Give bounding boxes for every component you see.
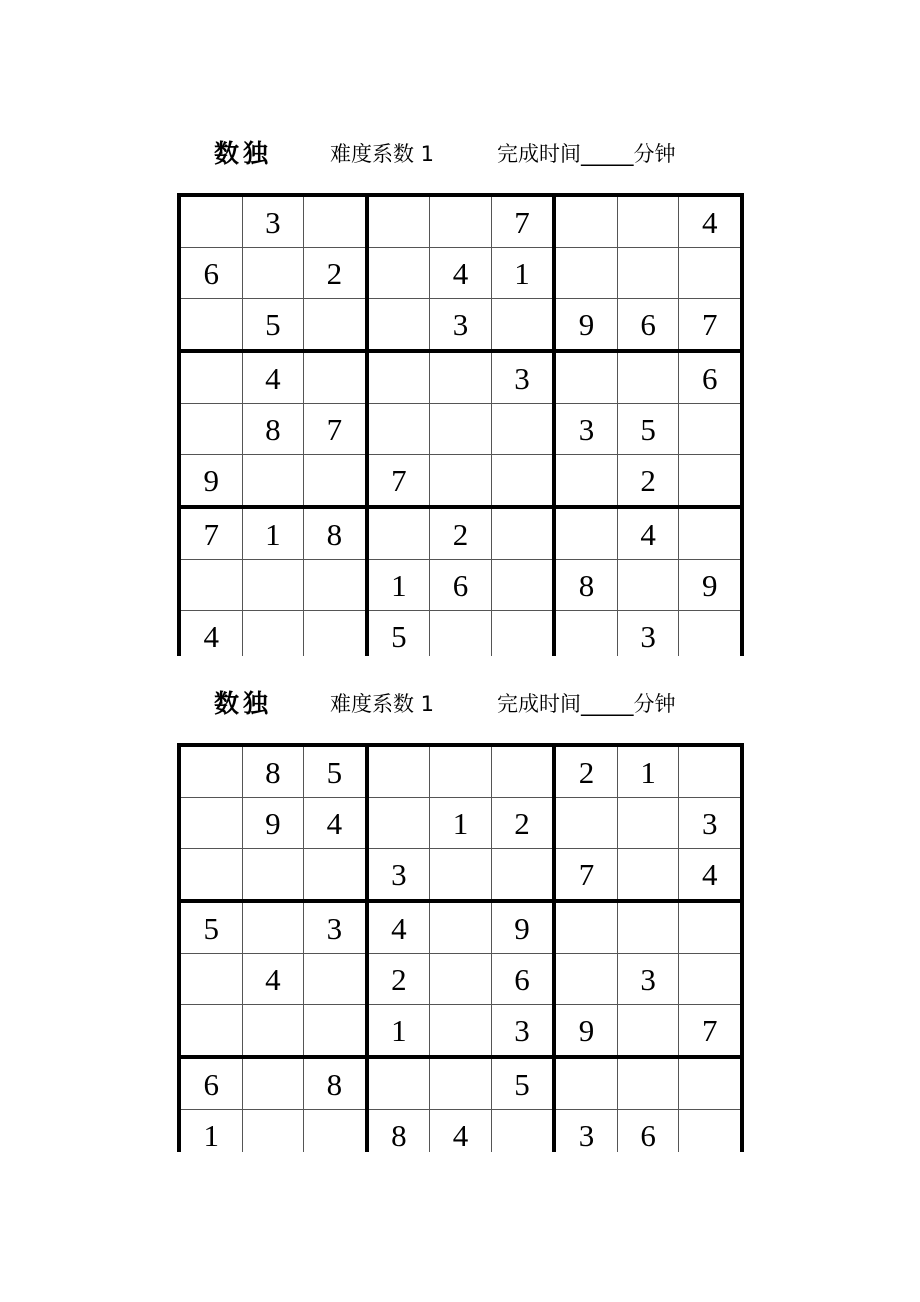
sudoku-cell: 4 (367, 901, 430, 954)
sudoku-cell (491, 611, 554, 657)
sudoku-cell: 4 (179, 611, 242, 657)
sudoku-cell (242, 1110, 304, 1153)
sudoku-cell (304, 954, 367, 1005)
sudoku-cell: 4 (430, 1110, 492, 1153)
sudoku-cell: 8 (242, 404, 304, 455)
difficulty-label: 难度系数 1 (330, 692, 435, 716)
sudoku-cell: 1 (491, 248, 554, 299)
sudoku-cell (179, 798, 242, 849)
sudoku-cell (554, 455, 617, 508)
sudoku-cell (430, 404, 492, 455)
sudoku-cell (679, 745, 742, 798)
sudoku-cell: 1 (367, 560, 430, 611)
sudoku-cell: 8 (304, 1057, 367, 1110)
sudoku-cell (554, 954, 617, 1005)
sudoku-row (179, 560, 742, 611)
sudoku-row (179, 798, 742, 849)
sudoku-row (179, 248, 742, 299)
completion-time-label: 完成时间_____分钟 (497, 692, 676, 716)
sudoku-cell (179, 560, 242, 611)
sudoku-cell (242, 611, 304, 657)
sudoku-cell (304, 299, 367, 352)
sudoku-cell (617, 351, 679, 404)
sudoku-cell: 3 (304, 901, 367, 954)
sudoku-cell (617, 195, 679, 248)
sudoku-cell: 3 (679, 798, 742, 849)
sudoku-cell (679, 611, 742, 657)
sudoku-cell: 9 (242, 798, 304, 849)
sudoku-cell (679, 404, 742, 455)
sudoku-cell (491, 1110, 554, 1153)
puzzle-title: 数独 (214, 139, 273, 168)
sudoku-cell: 9 (491, 901, 554, 954)
sudoku-cell: 1 (367, 1005, 430, 1058)
sudoku-cell (304, 455, 367, 508)
sudoku-cell: 9 (679, 560, 742, 611)
sudoku-cell: 4 (430, 248, 492, 299)
sudoku-cell (491, 745, 554, 798)
sudoku-row (179, 351, 742, 404)
sudoku-cell (367, 798, 430, 849)
sudoku-row (179, 299, 742, 352)
sudoku-row (179, 901, 742, 954)
sudoku-cell (617, 248, 679, 299)
sudoku-cell (679, 507, 742, 560)
sudoku-row (179, 1110, 742, 1153)
sudoku-row (179, 404, 742, 455)
sudoku-cell (491, 455, 554, 508)
sudoku-cell: 7 (679, 299, 742, 352)
sudoku-cell (179, 404, 242, 455)
sudoku-cell (304, 560, 367, 611)
sudoku-cell: 7 (367, 455, 430, 508)
sudoku-cell (679, 455, 742, 508)
sudoku-table (177, 193, 744, 656)
sudoku-cell (617, 849, 679, 902)
sudoku-cell (367, 1057, 430, 1110)
sudoku-cell: 3 (491, 351, 554, 404)
sudoku-cell (179, 195, 242, 248)
sudoku-cell: 6 (179, 1057, 242, 1110)
sudoku-cell (554, 1057, 617, 1110)
sudoku-cell (367, 745, 430, 798)
difficulty-label: 难度系数 1 (330, 142, 435, 166)
sudoku-cell: 3 (367, 849, 430, 902)
sudoku-cell: 2 (304, 248, 367, 299)
sudoku-cell (491, 849, 554, 902)
sudoku-cell: 8 (242, 745, 304, 798)
sudoku-cell (430, 611, 492, 657)
sudoku-cell: 4 (617, 507, 679, 560)
sudoku-cell (430, 1057, 492, 1110)
sudoku-cell: 2 (554, 745, 617, 798)
sudoku-cell: 1 (179, 1110, 242, 1153)
sudoku-cell (367, 507, 430, 560)
sudoku-row (179, 455, 742, 508)
sudoku-cell: 4 (242, 351, 304, 404)
sudoku-cell (679, 1057, 742, 1110)
sudoku-cell (679, 954, 742, 1005)
sudoku-cell (430, 195, 492, 248)
sudoku-cell (367, 248, 430, 299)
sudoku-cell: 2 (430, 507, 492, 560)
sudoku-cell (491, 507, 554, 560)
sudoku-cell: 2 (367, 954, 430, 1005)
sudoku-cell (554, 798, 617, 849)
sudoku-cell (242, 248, 304, 299)
sudoku-cell (242, 560, 304, 611)
sudoku-cell (242, 901, 304, 954)
sudoku-cell (179, 1005, 242, 1058)
sudoku-cell (430, 954, 492, 1005)
sudoku-cell (179, 954, 242, 1005)
sudoku-cell (179, 745, 242, 798)
sudoku-row (179, 1057, 742, 1110)
sudoku-cell: 5 (242, 299, 304, 352)
sudoku-cell (304, 849, 367, 902)
sudoku-cell: 1 (617, 745, 679, 798)
sudoku-cell: 4 (679, 195, 742, 248)
sudoku-cell (367, 404, 430, 455)
sudoku-cell (430, 1005, 492, 1058)
sudoku-cell: 3 (242, 195, 304, 248)
sudoku-cell (367, 351, 430, 404)
sudoku-cell (617, 1057, 679, 1110)
sudoku-cell: 2 (491, 798, 554, 849)
sudoku-cell (430, 745, 492, 798)
sudoku-cell (554, 901, 617, 954)
sudoku-cell (679, 1110, 742, 1153)
sudoku-cell: 7 (554, 849, 617, 902)
sudoku-cell (554, 248, 617, 299)
sudoku-cell (304, 611, 367, 657)
sudoku-cell: 9 (554, 299, 617, 352)
sudoku-row (179, 1005, 742, 1058)
sudoku-cell (304, 1110, 367, 1153)
sudoku-cell: 9 (179, 455, 242, 508)
sudoku-cell: 3 (554, 1110, 617, 1153)
sudoku-cell (554, 351, 617, 404)
sudoku-row (179, 849, 742, 902)
sudoku-cell: 6 (179, 248, 242, 299)
sudoku-cell: 6 (491, 954, 554, 1005)
sudoku-cell: 4 (679, 849, 742, 902)
puzzle-1-header (0, 134, 920, 174)
puzzle-title: 数独 (214, 689, 273, 718)
sudoku-cell: 1 (430, 798, 492, 849)
sudoku-cell: 7 (491, 195, 554, 248)
sudoku-row (179, 507, 742, 560)
sudoku-cell: 7 (304, 404, 367, 455)
sudoku-cell: 7 (179, 507, 242, 560)
sudoku-row (179, 954, 742, 1005)
sudoku-cell (679, 901, 742, 954)
sudoku-cell (304, 1005, 367, 1058)
sudoku-cell (679, 248, 742, 299)
sudoku-cell: 1 (242, 507, 304, 560)
sudoku-cell (554, 507, 617, 560)
sudoku-cell: 6 (430, 560, 492, 611)
sudoku-cell: 5 (491, 1057, 554, 1110)
sudoku-cell: 3 (617, 954, 679, 1005)
puzzle-2-header (0, 684, 920, 724)
sudoku-cell: 2 (617, 455, 679, 508)
sudoku-cell: 8 (367, 1110, 430, 1153)
sudoku-cell (242, 1057, 304, 1110)
sudoku-cell (617, 560, 679, 611)
sudoku-cell: 3 (430, 299, 492, 352)
sudoku-cell: 5 (179, 901, 242, 954)
sudoku-cell: 6 (679, 351, 742, 404)
sudoku-cell: 3 (491, 1005, 554, 1058)
sudoku-cell (554, 195, 617, 248)
sudoku-cell: 6 (617, 299, 679, 352)
sudoku-cell (430, 351, 492, 404)
sudoku-cell (430, 901, 492, 954)
sudoku-cell (617, 1005, 679, 1058)
sudoku-cell (617, 901, 679, 954)
sudoku-cell: 7 (679, 1005, 742, 1058)
sudoku-cell (179, 351, 242, 404)
sudoku-cell: 4 (304, 798, 367, 849)
sudoku-cell: 8 (554, 560, 617, 611)
sudoku-cell (617, 798, 679, 849)
sudoku-cell: 6 (617, 1110, 679, 1153)
sudoku-cell (242, 455, 304, 508)
sudoku-cell (179, 299, 242, 352)
sudoku-cell: 3 (554, 404, 617, 455)
sudoku-row (179, 195, 742, 248)
sudoku-cell (554, 611, 617, 657)
sudoku-cell: 5 (617, 404, 679, 455)
sudoku-cell (367, 299, 430, 352)
sudoku-cell (491, 299, 554, 352)
sudoku-cell (304, 351, 367, 404)
completion-time-label: 完成时间_____分钟 (497, 142, 676, 166)
sudoku-cell (242, 1005, 304, 1058)
sudoku-cell: 5 (367, 611, 430, 657)
sudoku-table (177, 743, 744, 1152)
sudoku-cell (430, 849, 492, 902)
sudoku-cell: 8 (304, 507, 367, 560)
sudoku-cell (179, 849, 242, 902)
sudoku-cell (430, 455, 492, 508)
sudoku-grid-2 (177, 743, 744, 1152)
sudoku-cell (304, 195, 367, 248)
sudoku-cell: 5 (304, 745, 367, 798)
sudoku-cell (367, 195, 430, 248)
sudoku-cell: 4 (242, 954, 304, 1005)
sudoku-grid-1 (177, 193, 744, 656)
sudoku-cell: 3 (617, 611, 679, 657)
sudoku-cell (242, 849, 304, 902)
sudoku-row (179, 611, 742, 657)
sudoku-row (179, 745, 742, 798)
sudoku-cell: 9 (554, 1005, 617, 1058)
sudoku-cell (491, 560, 554, 611)
sudoku-cell (491, 404, 554, 455)
